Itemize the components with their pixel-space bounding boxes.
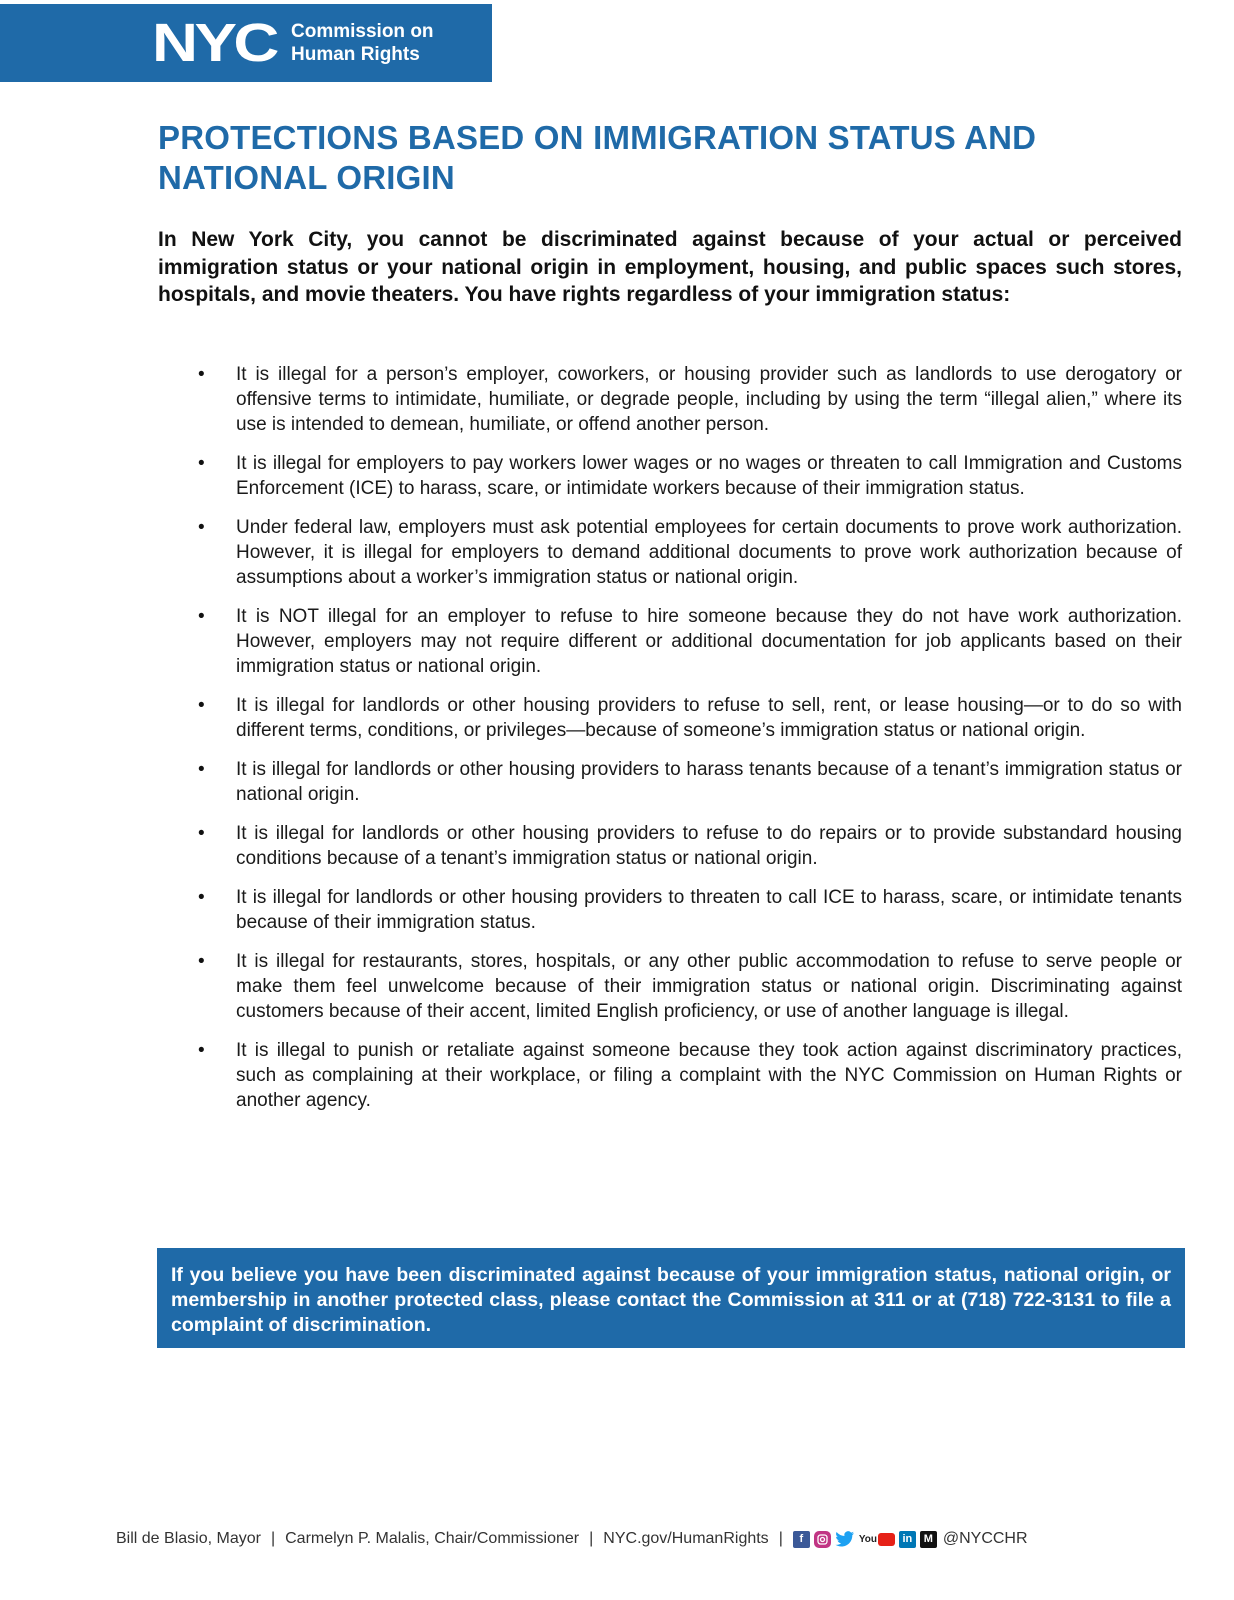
page-title: PROTECTIONS BASED ON IMMIGRATION STATUS AND NATIONAL ORIGIN	[158, 119, 1037, 196]
list-item-text: It is illegal for restaurants, stores, hospitals, or any other public accommodation to refuse to serve people or make them feel unwelcome because of their immigration status or national origin. Discriminating against customers because of their accent, limited English proficiency, or use of another language is illegal.	[236, 951, 1182, 1022]
list-item	[198, 1038, 1182, 1113]
footer-separator: |	[270, 1530, 276, 1547]
list-item	[198, 693, 1182, 743]
footer-separator: |	[778, 1530, 783, 1547]
bullet-icon: •	[198, 364, 205, 385]
bullet-icon: •	[198, 695, 205, 716]
medium-icon[interactable]: M	[920, 1531, 937, 1548]
bullet-icon: •	[198, 887, 205, 908]
bullet-icon: •	[198, 606, 205, 627]
list-item	[198, 604, 1182, 679]
footer-website-link[interactable]: NYC.gov/HumanRights	[603, 1530, 769, 1547]
footer-handle[interactable]: @NYCCHR	[942, 1530, 1028, 1547]
list-item-text: It is illegal for landlords or other housing providers to refuse to do repairs or to provide substandard housing conditions because of a tenant’s immigration status or national origin.	[236, 823, 1182, 869]
footer-mayor: Bill de Blasio, Mayor	[116, 1530, 261, 1547]
bullet-icon: •	[198, 453, 205, 474]
list-item	[198, 757, 1182, 807]
list-item	[198, 362, 1182, 437]
bullet-icon: •	[198, 823, 205, 844]
list-item-text: It is illegal to punish or retaliate against someone because they took action against discriminatory practices, such as complaining at their workplace, or filing a complaint with the NYC Commission on Human Rights or another agency.	[236, 1040, 1182, 1111]
list-item	[198, 821, 1182, 871]
list-item-text: It is NOT illegal for an employer to refuse to hire someone because they do not have work authorization. However, employers may not require different or additional documentation for job applicants based on their immigration status or national origin.	[236, 606, 1182, 677]
linkedin-icon[interactable]: in	[899, 1531, 916, 1548]
list-item-text: It is illegal for employers to pay workers lower wages or no wages or threaten to call Immigration and Customs Enforcement (ICE) to harass, scare, or intimidate workers because of their immigration status.	[236, 453, 1182, 499]
footer	[116, 1530, 1186, 1548]
instagram-icon[interactable]	[814, 1531, 831, 1548]
list-item	[198, 885, 1182, 935]
youtube-icon[interactable]	[859, 1531, 895, 1548]
footer-chair: Carmelyn P. Malalis, Chair/Commissioner	[285, 1530, 580, 1547]
facebook-icon[interactable]: f	[793, 1531, 810, 1548]
bullet-icon: •	[198, 759, 205, 780]
org-name-line1: Commission on	[291, 21, 434, 42]
intro-paragraph: In New York City, you cannot be discriminated against because of your actual or perceived immigration status or your national origin in employment, housing, and public spaces such stores, hospitals, and movie theaters. You have rights regardless of your immigration status:	[158, 228, 1182, 306]
social-icons	[793, 1531, 937, 1548]
twitter-icon[interactable]	[835, 1531, 855, 1548]
contact-callout	[157, 1248, 1185, 1348]
org-name-line2: Human Rights	[291, 44, 420, 65]
list-item	[198, 949, 1182, 1024]
rights-list	[0, 362, 1234, 1127]
list-item	[198, 515, 1182, 590]
contact-text: If you believe you have been discriminated against because of your immigration status, national origin, or membership in another protected class, please contact the Commission at 311 or at (718) 722-3131 to file a complaint of discrimination.	[171, 1264, 1171, 1336]
org-name	[291, 20, 434, 66]
nyc-logo: NYC	[152, 13, 276, 73]
bullet-icon: •	[198, 951, 205, 972]
list-item-text: It is illegal for landlords or other housing providers to threaten to call ICE to harass, scare, or intimidate tenants because of their immigration status.	[236, 887, 1182, 933]
list-item-text: Under federal law, employers must ask potential employees for certain documents to prove work authorization. However, it is illegal for employers to demand additional documents to prove work authorization because of assumptions about a worker’s immigration status or national origin.	[236, 517, 1182, 588]
bullet-icon: •	[198, 517, 205, 538]
list-item	[198, 451, 1182, 501]
list-item-text: It is illegal for landlords or other housing providers to harass tenants because of a tenant’s immigration status or national origin.	[236, 759, 1182, 805]
bullet-icon: •	[198, 1040, 205, 1061]
list-item-text: It is illegal for landlords or other housing providers to refuse to sell, rent, or lease housing—or to do so with different terms, conditions, or privileges—because of someone’s immigration status or national origin.	[236, 695, 1182, 741]
youtube-label: You	[858, 1533, 877, 1545]
list-item-text: It is illegal for a person’s employer, coworkers, or housing provider such as landlords to use derogatory or offensive terms to intimidate, humiliate, or degrade people, including by using the term “illegal alien,” where its use is intended to demean, humiliate, or offend another person.	[236, 364, 1182, 435]
logo-banner	[0, 4, 492, 82]
footer-separator: |	[589, 1530, 594, 1547]
